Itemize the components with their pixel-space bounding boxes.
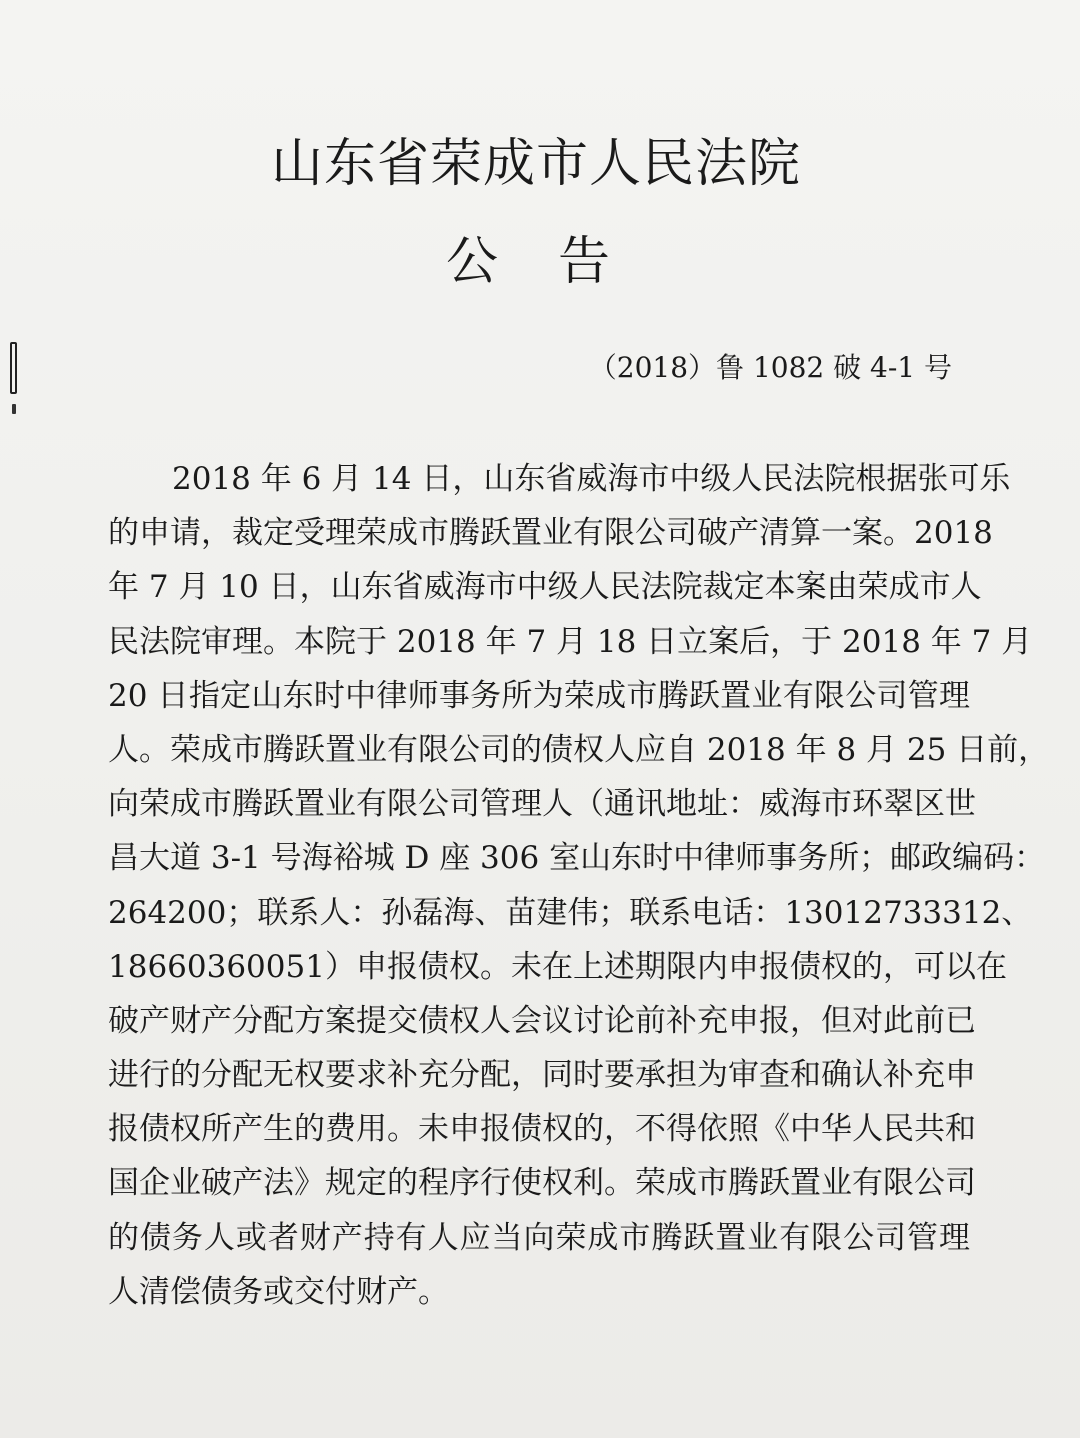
body-line: 264200；联系人：孙磊海、苗建伟；联系电话：13012733312、 xyxy=(108,894,1033,931)
notice-title: 公告 xyxy=(445,232,670,292)
binding-dot xyxy=(12,404,16,414)
body-line: 2018 年 6 月 14 日，山东省威海市中级人民法院根据张可乐 xyxy=(172,461,1011,497)
body-line: 报债权所产生的费用。未申报债权的，不得依照《中华人民共和 xyxy=(108,1111,976,1148)
body-line: 向荣成市腾跃置业有限公司管理人（通讯地址：威海市环翠区世 xyxy=(108,786,976,823)
body-line: 人。荣成市腾跃置业有限公司的债权人应自 2018 年 8 月 25 日前， xyxy=(108,731,1050,768)
body-line: 年 7 月 10 日，山东省威海市中级人民法院裁定本案由荣成市人 xyxy=(108,569,982,606)
binding-mark xyxy=(10,342,17,394)
body-line: 进行的分配无权要求补充分配，同时要承担为审查和确认补充申 xyxy=(108,1057,976,1094)
body-line: 的债务人或者财产持有人应当向荣成市腾跃置业有限公司管理 xyxy=(108,1219,970,1256)
case-number: （2018）鲁 1082 破 4-1 号 xyxy=(588,351,952,384)
body-line: 民法院审理。本院于 2018 年 7 月 18 日立案后，于 2018 年 7 月 xyxy=(108,623,1033,660)
body-line: 昌大道 3-1 号海裕城 D 座 306 室山东时中律师事务所；邮政编码： xyxy=(108,840,1046,877)
body-line: 20 日指定山东时中律师事务所为荣成市腾跃置业有限公司管理 xyxy=(108,677,970,714)
body-line: 的申请，裁定受理荣成市腾跃置业有限公司破产清算一案。2018 xyxy=(108,515,993,552)
body-line: 人清偿债务或交付财产。 xyxy=(108,1273,449,1310)
court-name: 山东省荣成市人民法院 xyxy=(270,134,801,194)
body-line: 破产财产分配方案提交债权人会议讨论前补充申报，但对此前已 xyxy=(108,1002,976,1039)
notice-body xyxy=(108,452,1050,1319)
body-line: 国企业破产法》规定的程序行使权利。荣成市腾跃置业有限公司 xyxy=(108,1165,976,1202)
body-line: 18660360051）申报债权。未在上述期限内申报债权的，可以在 xyxy=(108,948,1007,985)
